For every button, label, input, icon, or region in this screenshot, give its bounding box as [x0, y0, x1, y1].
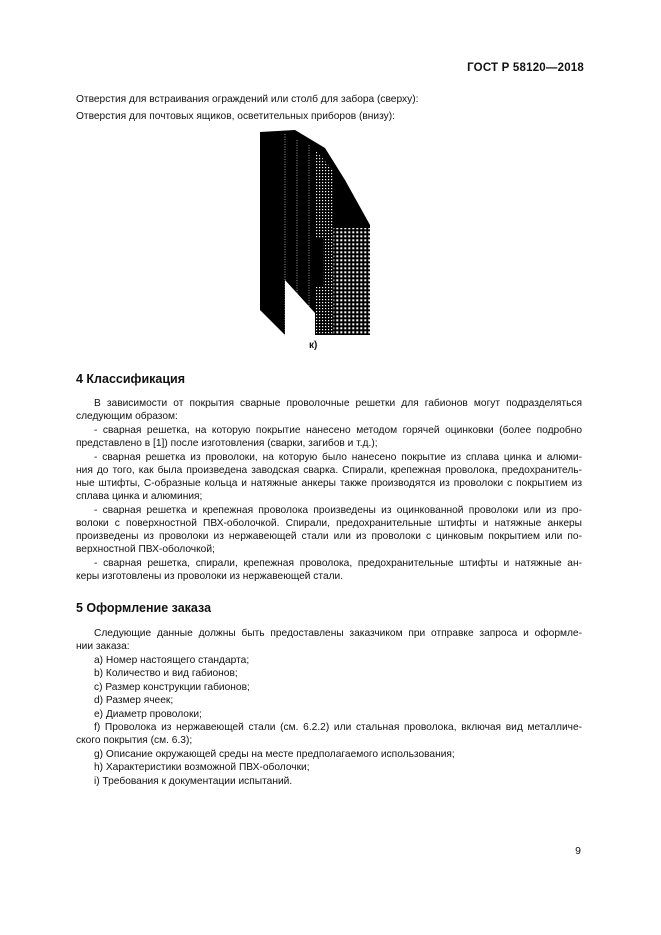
section-4-line: - сварная решетка, спирали, крепежная проволока, предохранительные штифты и натяжные ан-: [94, 558, 582, 569]
section-5-list-item: а) Номер настоящего стандарта;: [94, 655, 250, 666]
section-5-list-item: g) Описание окружающей среды на месте предполагаемого использования;: [94, 749, 455, 760]
gabion-figure: [255, 130, 375, 335]
section-4-line: верхностной ПВХ-оболочкой;: [76, 544, 215, 555]
section-4-line: - сварная решетка из проволоки, на которую было нанесено покрытие из сплава цинка и алюми-: [94, 452, 582, 463]
section-4-line: - сварная решетка, на которую покрытие нанесено методом горячей оцинковки (более подробно: [94, 425, 582, 436]
section-5-list-item: с) Размер конструкции габионов;: [94, 682, 250, 693]
section-5-list-item: f) Проволока из нержавеющей стали (см. 6.2.2) или стальная проволока, включая вид металличе-: [94, 722, 582, 733]
section-5-line: ского покрытия (см. 6.3);: [76, 735, 193, 746]
section-5-list-item: i) Требования к документации испытаний.: [94, 776, 293, 787]
section-4-line: сплава цинка и алюминия;: [76, 491, 203, 502]
section-4-line: волоки с поверхностной ПВХ-оболочкой. Спирали, предохранительные штифты и натяжные анкеры: [76, 518, 582, 529]
section-5-heading: 5 Оформление заказа: [76, 601, 212, 615]
section-4-line: ные штифты, С-образные кольца и натяжные анкеры также производятся из проволоки с покрытием из: [76, 478, 582, 489]
section-4-line: произведены из проволоки из нержавеющей стали или из проволоки с цинковым покрытием или по-: [76, 531, 582, 542]
section-4-line: ния до того, как была произведена заводская сварка. Спирали, крепежная проволока, предохранитель-: [76, 465, 582, 476]
figure-label: к): [309, 340, 318, 351]
section-5-list-item: h) Характеристики возможной ПВХ-оболочки;: [94, 762, 310, 773]
section-4-line: В зависимости от покрытия сварные проволочные решетки для габионов могут подразделяться: [94, 398, 582, 409]
section-5-list-item: b) Количество и вид габионов;: [94, 668, 238, 679]
section-4-line: керы изготовлены из проволоки из нержавеющей стали.: [76, 571, 344, 582]
document-code: ГОСТ Р 58120—2018: [467, 62, 584, 74]
gabion-opening: [315, 238, 323, 286]
page-number: 9: [575, 845, 581, 857]
gabion-right-mesh-face: [333, 228, 370, 335]
gabion-left-face: [260, 132, 285, 335]
section-5-line: Следующие данные должны быть предоставлены заказчиком при отправке запроса и оформле-: [94, 628, 582, 639]
section-4-line: следующим образом:: [76, 411, 178, 422]
section-5-line: нии заказа:: [76, 641, 130, 652]
intro-line: Отверстия для почтовых ящиков, осветительных приборов (внизу):: [76, 111, 395, 122]
section-4-line: - сварная решетка и крепежная проволока произведены из оцинкованной проволоки или из про-: [94, 505, 582, 516]
intro-line: Отверстия для встраивания ограждений или столб для забора (сверху):: [76, 94, 419, 105]
section-4-heading: 4 Классификация: [76, 372, 186, 386]
section-4-line: представлено в [1]) после изготовления (сварки, загибов и т.д.);: [76, 438, 378, 449]
section-5-list-item: е) Диаметр проволоки;: [94, 709, 202, 720]
section-5-list-item: d) Размер ячеек;: [94, 695, 174, 706]
